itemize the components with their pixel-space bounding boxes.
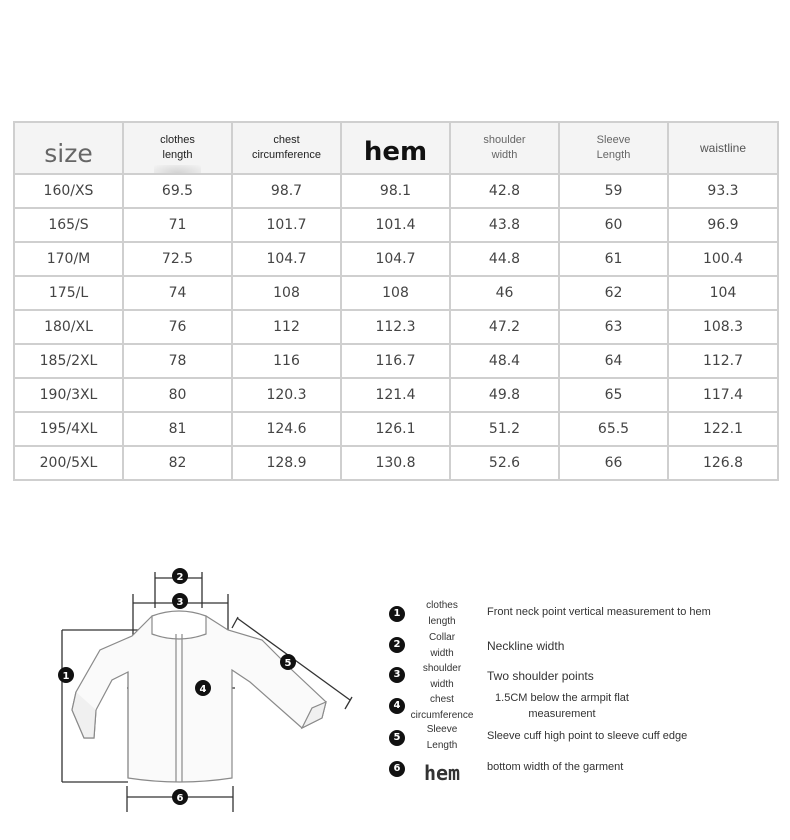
- marker-1-label: 1: [62, 671, 70, 682]
- table-cell: 104.7: [341, 242, 450, 276]
- header-text: length: [162, 149, 193, 161]
- legend-item: [389, 692, 769, 732]
- marker-3-label: 3: [176, 597, 184, 608]
- table-row: [14, 412, 778, 446]
- legend-term: [403, 598, 481, 630]
- legend-item: [389, 663, 769, 701]
- table-cell: 124.6: [232, 412, 341, 446]
- header-text: circumference: [251, 149, 322, 161]
- table-cell: 47.2: [450, 310, 559, 344]
- table-cell: 108: [232, 276, 341, 310]
- legend-term: hem: [423, 761, 461, 785]
- table-cell: 65: [559, 378, 668, 412]
- table-cell: 71: [123, 208, 232, 242]
- table-cell: 65.5: [559, 412, 668, 446]
- table-cell: 130.8: [341, 446, 450, 480]
- legend-term: [403, 722, 481, 754]
- table-cell: 43.8: [450, 208, 559, 242]
- header-text: chest: [273, 134, 300, 146]
- size-cell: 165/S: [14, 208, 123, 242]
- table-cell: 51.2: [450, 412, 559, 446]
- legend-item: [389, 724, 769, 764]
- table-cell: 121.4: [341, 378, 450, 412]
- table-cell: 76: [123, 310, 232, 344]
- size-cell: 160/XS: [14, 174, 123, 208]
- table-cell: 104: [668, 276, 778, 310]
- legend-term-text: length: [428, 616, 456, 627]
- legend-term-text: circumference: [410, 710, 474, 721]
- legend-term: [403, 661, 481, 693]
- size-cell: 175/L: [14, 276, 123, 310]
- legend-term: [403, 630, 481, 662]
- table-cell: 100.4: [668, 242, 778, 276]
- legend-item: [389, 600, 769, 638]
- legend-term-text: chest: [430, 694, 454, 705]
- legend-term-text: Collar: [428, 632, 456, 643]
- table-cell: 46: [450, 276, 559, 310]
- table-row: [14, 208, 778, 242]
- legend-number-badge: 2: [389, 637, 405, 653]
- table-cell: 52.6: [450, 446, 559, 480]
- marker-4-label: 4: [199, 684, 207, 695]
- table-cell: 120.3: [232, 378, 341, 412]
- table-cell: 104.7: [232, 242, 341, 276]
- table-row: [14, 310, 778, 344]
- legend-term-text: Length: [426, 740, 458, 751]
- table-cell: 108: [341, 276, 450, 310]
- table-cell: 60: [559, 208, 668, 242]
- table-cell: 128.9: [232, 446, 341, 480]
- legend-number-badge: 3: [389, 667, 405, 683]
- table-cell: 69.5: [123, 174, 232, 208]
- table-cell: 112.7: [668, 344, 778, 378]
- header-hem: hem: [341, 122, 450, 174]
- header-text: clothes: [160, 134, 195, 146]
- table-row: [14, 446, 778, 480]
- marker-6-label: 6: [176, 793, 184, 804]
- table-cell: 122.1: [668, 412, 778, 446]
- table-cell: 116.7: [341, 344, 450, 378]
- table-cell: 98.1: [341, 174, 450, 208]
- table-cell: 48.4: [450, 344, 559, 378]
- jacket-measurement-diagram: [40, 560, 370, 820]
- table-body: [14, 174, 778, 480]
- table-row: [14, 174, 778, 208]
- legend-item: [389, 632, 769, 670]
- table-cell: 108.3: [668, 310, 778, 344]
- header-text: Length: [596, 149, 631, 161]
- jacket-outline: [72, 611, 326, 782]
- header-shoulder-width: [450, 122, 559, 174]
- table-cell: 101.7: [232, 208, 341, 242]
- legend-number-badge: 6: [389, 761, 405, 777]
- table-cell: 82: [123, 446, 232, 480]
- legend-term-text: clothes: [426, 600, 458, 611]
- table-cell: 93.3: [668, 174, 778, 208]
- header-size: size: [14, 122, 123, 174]
- size-cell: 170/M: [14, 242, 123, 276]
- legend-description: bottom width of the garment: [487, 761, 624, 773]
- table-cell: 61: [559, 242, 668, 276]
- legend-number-badge: 5: [389, 730, 405, 746]
- legend-term: [403, 692, 481, 724]
- header-text: shoulder: [483, 134, 526, 146]
- table-row: [14, 242, 778, 276]
- table-cell: 42.8: [450, 174, 559, 208]
- table-cell: 112: [232, 310, 341, 344]
- size-cell: 180/XL: [14, 310, 123, 344]
- table-cell: 66: [559, 446, 668, 480]
- legend-description: [487, 690, 637, 722]
- legend-term-text: width: [430, 679, 454, 690]
- legend-term-text: width: [430, 648, 454, 659]
- table-cell: 49.8: [450, 378, 559, 412]
- table-cell: 62: [559, 276, 668, 310]
- header-text: width: [491, 149, 518, 161]
- table-header-row: [14, 122, 778, 174]
- table-cell: 101.4: [341, 208, 450, 242]
- legend-term-text: Sleeve: [426, 724, 458, 735]
- header-waistline: waistline: [668, 122, 778, 174]
- table-cell: 126.1: [341, 412, 450, 446]
- header-text: Sleeve: [596, 134, 631, 146]
- table-cell: 112.3: [341, 310, 450, 344]
- table-cell: 117.4: [668, 378, 778, 412]
- legend-description: Front neck point vertical measurement to hem: [487, 606, 711, 618]
- table-cell: 98.7: [232, 174, 341, 208]
- table-cell: 78: [123, 344, 232, 378]
- size-chart-table: [13, 121, 779, 481]
- legend-description: Sleeve cuff high point to sleeve cuff edge: [487, 730, 688, 742]
- size-cell: 185/2XL: [14, 344, 123, 378]
- table-cell: 81: [123, 412, 232, 446]
- size-cell: 190/3XL: [14, 378, 123, 412]
- marker-5-label: 5: [284, 658, 292, 669]
- table-cell: 116: [232, 344, 341, 378]
- legend-description: Two shoulder points: [487, 669, 594, 683]
- legend-description: Neckline width: [487, 639, 565, 653]
- table-cell: 64: [559, 344, 668, 378]
- table-row: [14, 378, 778, 412]
- legend-item: [389, 761, 769, 795]
- table-cell: 72.5: [123, 242, 232, 276]
- table-cell: 44.8: [450, 242, 559, 276]
- legend-description-text: 1.5CM below the armpit flat: [495, 692, 629, 704]
- legend-number-badge: 4: [389, 698, 405, 714]
- table-row: [14, 276, 778, 310]
- table-cell: 126.8: [668, 446, 778, 480]
- legend-term-text: shoulder: [422, 663, 462, 674]
- table-cell: 59: [559, 174, 668, 208]
- marker-2-label: 2: [176, 572, 184, 583]
- legend-description-text: measurement: [528, 708, 596, 720]
- table-row: [14, 344, 778, 378]
- header-clothes-length: [123, 122, 232, 174]
- table-cell: 96.9: [668, 208, 778, 242]
- legend-number-badge: 1: [389, 606, 405, 622]
- size-cell: 200/5XL: [14, 446, 123, 480]
- table-cell: 80: [123, 378, 232, 412]
- size-cell: 195/4XL: [14, 412, 123, 446]
- table-cell: 63: [559, 310, 668, 344]
- table-cell: 74: [123, 276, 232, 310]
- header-sleeve-length: [559, 122, 668, 174]
- header-chest-circumference: [232, 122, 341, 174]
